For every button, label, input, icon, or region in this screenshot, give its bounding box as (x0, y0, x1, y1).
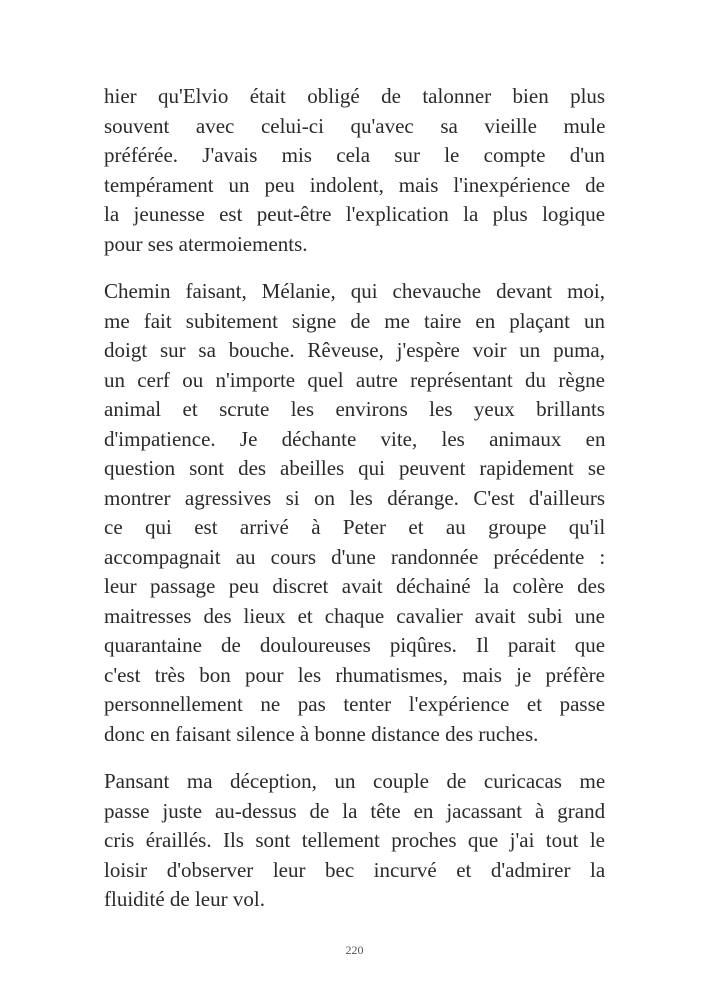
text-line: la jeunesse est peut-être l'explication la plus logique (104, 202, 606, 226)
text-line: ce qui est arrivé à Peter et au groupe qu'il (104, 515, 606, 539)
text-line: tempérament un peu indolent, mais l'inexpérience de (104, 172, 605, 197)
text-line: passe juste au-dessus de la tête en jacassant à grand (104, 798, 606, 823)
text-line: quarantaine de douloureuses piqûres. Il parait que (104, 633, 606, 657)
text-line: personnellement ne pas tenter l'expérience et passe (104, 692, 606, 716)
body-text (104, 82, 605, 915)
text-line: d'impatience. Je déchante vite, les animaux en (104, 426, 606, 451)
text-line: donc en faisant silence à bonne distance des ruches. (104, 721, 539, 746)
text-line: un cerf ou n'importe quel autre représentant du règne (104, 367, 605, 392)
text-line: me fait subitement signe de me taire en plaçant un (104, 308, 605, 333)
text-line: leur passage peu discret avait déchainé la colère des (104, 574, 606, 598)
text-line: accompagnait au cours d'une randonnée précédente : (104, 544, 606, 569)
text-line: cris éraillés. Ils sont tellement proches que j'ai tout le (104, 828, 605, 852)
paragraph-1 (104, 82, 605, 259)
text-line: doigt sur sa bouche. Rêveuse, j'espère voir un puma, (104, 338, 605, 362)
text-line: fluidité de leur vol. (104, 887, 265, 911)
text-line: maitresses des lieux et chaque cavalier avait subi une (104, 603, 605, 628)
page-number: 220 (345, 943, 364, 957)
text-line: pour ses atermoiements. (104, 231, 308, 256)
text-line: c'est très bon pour les rhumatismes, mais je préfère (104, 662, 605, 687)
paragraph-3 (104, 767, 605, 915)
paragraph-spacer (104, 259, 605, 277)
text-line: Chemin faisant, Mélanie, qui chevauche devant moi, (104, 279, 605, 303)
text-line: Pansant ma déception, un couple de curicacas me (104, 769, 606, 793)
text-line: souvent avec celui-ci qu'avec sa vieille mule (104, 113, 606, 138)
paragraph-2 (104, 277, 605, 749)
paragraph-spacer (104, 749, 605, 767)
text-line: question sont des abeilles qui peuvent rapidement se (104, 456, 606, 480)
text-line: montrer agressives si on les dérange. C'est d'ailleurs (104, 485, 605, 510)
text-line: animal et scrute les environs les yeux brillants (104, 397, 605, 421)
text-line: préférée. J'avais mis cela sur le compte d'un (104, 143, 605, 167)
text-line: loisir d'observer leur bec incurvé et d'admirer la (104, 857, 606, 882)
text-line: hier qu'Elvio était obligé de talonner bien plus (104, 84, 606, 108)
